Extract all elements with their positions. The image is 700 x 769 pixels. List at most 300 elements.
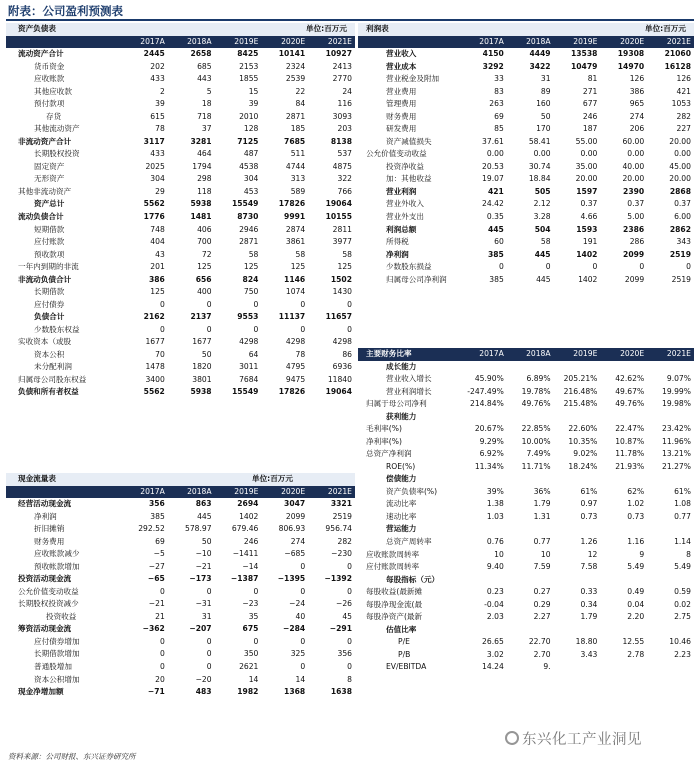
table-row [6, 373, 355, 386]
cell-value: 24 [342, 86, 352, 96]
cell-value: 750 [243, 287, 259, 297]
cell-value: 0.00 [486, 149, 504, 159]
cell-value: 43 [155, 249, 165, 259]
cell-value: 453 [243, 186, 259, 196]
cell-value: 806.93 [278, 524, 306, 534]
cell-value: −27 [148, 561, 165, 571]
table-row [358, 573, 694, 586]
year-header: 2018A [526, 349, 551, 359]
cell-value: 0 [592, 262, 598, 272]
cell-value: 2694 [237, 499, 259, 509]
table-row [358, 411, 694, 424]
cell-value: 700 [197, 237, 212, 247]
cell-value: 69 [494, 111, 504, 121]
row-label: 存货 [46, 111, 62, 121]
cell-value: −21 [148, 599, 165, 609]
cell-value: 589 [290, 186, 306, 196]
row-label: 每股净资产(最新 [366, 612, 423, 622]
table-row [358, 273, 694, 286]
cell-value: 350 [243, 649, 259, 659]
unit-label: 单位:百万元 [305, 24, 347, 34]
cell-value: 37.61 [482, 136, 504, 146]
table-row [358, 498, 694, 511]
cell-value: 1.16 [627, 536, 645, 546]
cell-value: 64 [248, 349, 259, 359]
row-label: 资产减值损失 [386, 136, 432, 146]
row-label: 预收款项 [34, 249, 65, 259]
cell-value: 40.00 [622, 161, 645, 171]
cell-value: −14 [242, 561, 259, 571]
cell-value: 356 [337, 649, 352, 659]
table-row [358, 448, 694, 461]
cell-value: 325 [290, 649, 306, 659]
cell-value: 9.29% [479, 436, 504, 446]
cell-value: 863 [195, 499, 212, 509]
cell-value: 1146 [284, 274, 306, 284]
table-row [358, 461, 694, 474]
row-label: 非流动负债合计 [18, 274, 72, 284]
cell-value: 274 [290, 536, 306, 546]
cell-value: 69 [155, 536, 165, 546]
cell-value: 9991 [284, 211, 306, 221]
cell-value: 0 [300, 636, 306, 646]
table-row [358, 211, 694, 224]
cell-value: 14970 [617, 61, 645, 71]
table-row [6, 611, 355, 624]
cell-value: 22.60% [568, 424, 598, 434]
cell-value: 50 [201, 349, 212, 359]
cell-value: 14.24 [482, 662, 504, 672]
cell-value: 537 [337, 149, 352, 159]
cell-value: 20.53 [482, 161, 504, 171]
row-label: 归属于母公司净利 [366, 399, 427, 409]
cell-value: 185 [290, 124, 306, 134]
table-row [6, 386, 355, 399]
cell-value: 3011 [239, 362, 259, 372]
cell-value: 406 [197, 224, 212, 234]
row-label: 营业利润 [386, 186, 417, 196]
watermark-logo-icon [505, 731, 519, 745]
cell-value: 9475 [285, 374, 306, 384]
cell-value: 128 [243, 124, 259, 134]
cell-value: 2.78 [627, 649, 645, 659]
table-row [358, 248, 694, 261]
year-header: 2018A [526, 36, 551, 46]
cell-value: 23.42% [662, 424, 691, 434]
cell-value: 42.62% [615, 374, 645, 384]
table-row [358, 423, 694, 436]
cell-value: 304 [243, 174, 259, 184]
cell-value: 3.02 [486, 649, 504, 659]
cell-value: 3.43 [580, 649, 598, 659]
year-header: 2019E [234, 36, 259, 46]
table-row [6, 548, 355, 561]
cell-value: 0.37 [674, 199, 691, 209]
cell-value: 49.76% [521, 399, 551, 409]
row-label: 营业成本 [386, 61, 417, 71]
table-row [358, 623, 694, 636]
year-header: 2017A [140, 486, 165, 496]
cell-value: 0 [347, 661, 352, 671]
cell-value: 9.02% [573, 449, 598, 459]
cell-value: 386 [629, 86, 645, 96]
table-row [6, 686, 355, 699]
cell-value: 2.20 [627, 612, 645, 622]
cell-value: 0.27 [533, 587, 551, 597]
cell-value: −685 [284, 549, 306, 559]
cell-value: 2010 [239, 111, 259, 121]
cell-value: 20.00 [622, 174, 645, 184]
cell-value: 0 [347, 299, 352, 309]
income-statement-table [358, 23, 694, 286]
year-header: 2018A [187, 36, 212, 46]
row-label: 投资收益 [46, 611, 77, 621]
cell-value: 31 [201, 611, 212, 621]
cell-value: 685 [197, 61, 212, 71]
cell-value: 0 [159, 324, 165, 334]
cell-value: 125 [197, 262, 212, 272]
table-row [6, 61, 355, 74]
cell-value: 0 [206, 636, 212, 646]
cell-value: 4744 [285, 161, 306, 171]
cell-value: 10155 [325, 211, 352, 221]
cell-value: 22.70 [528, 637, 551, 647]
table-row [358, 73, 694, 86]
cell-value: 18.24% [568, 461, 598, 471]
cell-value: −24 [289, 599, 306, 609]
year-header: 2018A [187, 486, 212, 496]
table-row [6, 236, 355, 249]
row-label: 应付债券 [34, 299, 65, 309]
cell-value: 21.27% [662, 461, 691, 471]
cell-value: 1855 [239, 74, 259, 84]
row-label: P/B [398, 649, 411, 659]
cell-value: 0 [206, 649, 212, 659]
cell-value: 160 [536, 99, 551, 109]
cell-value: 3321 [330, 499, 352, 509]
table-row [6, 361, 355, 374]
cell-value: 85 [494, 124, 504, 134]
financial-ratios-table [358, 348, 694, 673]
row-label: 净利率(%) [366, 436, 402, 446]
row-label: 每股指标（元） [386, 574, 440, 584]
row-label: 长期借款增加 [34, 649, 80, 659]
cell-value: 2.75 [674, 612, 691, 622]
table-row [6, 336, 355, 349]
row-label: 应付账款周转率 [366, 562, 420, 572]
cell-value: 21 [155, 611, 165, 621]
cell-value: 19.07 [482, 174, 504, 184]
cell-value: 2519 [671, 274, 691, 284]
row-label: 折旧摊销 [34, 524, 65, 534]
cell-value: 1593 [576, 224, 598, 234]
cell-value: 2770 [332, 74, 352, 84]
cell-value: 1.26 [580, 536, 598, 546]
table-row [358, 123, 694, 136]
cell-value: 191 [582, 237, 598, 247]
cell-value: 292.52 [138, 524, 165, 534]
table-row [6, 173, 355, 186]
row-label: 流动资产合计 [18, 49, 64, 59]
cell-value: 0 [347, 561, 352, 571]
cell-value: 246 [582, 111, 598, 121]
table-row [358, 536, 694, 549]
cell-value: 21.93% [615, 461, 645, 471]
table-row [6, 561, 355, 574]
table-row [358, 61, 694, 74]
table-row [358, 523, 694, 536]
cell-value: 70 [155, 349, 165, 359]
table-row [358, 586, 694, 599]
cell-value: 1820 [192, 362, 212, 372]
year-header: 2020E [281, 36, 306, 46]
row-label: 其他非流动资产 [18, 186, 72, 196]
table-row [6, 623, 355, 636]
cell-value: 84 [295, 99, 306, 109]
table-title: 主要财务比率 [366, 349, 412, 359]
cell-value: 615 [150, 111, 165, 121]
cell-value: 126 [629, 74, 645, 84]
cell-value: 2.70 [533, 649, 551, 659]
cell-value: 0 [639, 262, 645, 272]
table-title: 现金流量表 [18, 474, 56, 484]
table-row [358, 261, 694, 274]
cell-value: 78 [155, 124, 165, 134]
title-rule [6, 19, 694, 21]
cell-value: 35.00 [575, 161, 598, 171]
cell-value: 4298 [285, 337, 306, 347]
cell-value: 0 [253, 299, 259, 309]
cell-value: 20.00 [669, 174, 691, 184]
cell-value: −26 [335, 599, 352, 609]
table-row [358, 236, 694, 249]
cell-value: 0 [300, 299, 306, 309]
cell-value: 18 [201, 99, 212, 109]
cell-value: 10141 [278, 49, 306, 59]
cell-value: 677 [582, 99, 598, 109]
table-row [6, 648, 355, 661]
cell-value: 965 [629, 99, 645, 109]
cell-value: 83 [494, 86, 504, 96]
row-label: 营业费用 [386, 86, 417, 96]
table-row [6, 148, 355, 161]
table-row [358, 386, 694, 399]
cell-value: 125 [150, 287, 165, 297]
row-label: 应付账款 [34, 237, 65, 247]
table-row [6, 198, 355, 211]
cell-value: 0.59 [674, 587, 691, 597]
cell-value: 504 [534, 224, 551, 234]
cell-value: 26.65 [482, 637, 504, 647]
row-label: 其他应收款 [34, 86, 72, 96]
cell-value: 282 [337, 536, 352, 546]
cell-value: 433 [150, 149, 165, 159]
cell-value: 0.73 [580, 511, 598, 521]
cell-value: 9.40 [486, 562, 504, 572]
cell-value: 7685 [284, 136, 306, 146]
cell-value: 2.03 [486, 612, 504, 622]
cell-value: 0 [159, 586, 165, 596]
cell-value: 505 [534, 186, 551, 196]
year-header: 2019E [573, 36, 598, 46]
cell-value: 5.00 [627, 211, 645, 221]
row-label: 营业外收入 [386, 199, 424, 209]
cell-value: 3047 [284, 499, 306, 509]
cell-value: 37 [201, 124, 212, 134]
row-label: 未分配利润 [34, 362, 72, 372]
row-label: 长期股权投资减少 [18, 599, 79, 609]
row-label: P/E [398, 637, 410, 647]
cell-value: 0 [253, 586, 259, 596]
cell-value: 10 [540, 549, 551, 559]
table-row [358, 398, 694, 411]
cell-value: 78 [295, 349, 306, 359]
cell-value: 19308 [617, 49, 645, 59]
cell-value: 61% [580, 486, 598, 496]
cell-value: 0 [206, 586, 212, 596]
cell-value: 2811 [332, 224, 352, 234]
unit-label: 单位:百万元 [251, 474, 293, 484]
row-label: 偿债能力 [386, 474, 417, 484]
cell-value: 10.00% [521, 436, 551, 446]
cell-value: 1.79 [580, 612, 598, 622]
cell-value: 0 [159, 636, 165, 646]
table-row [358, 598, 694, 611]
cell-value: 5938 [190, 387, 212, 397]
table-row [6, 661, 355, 674]
cell-value: 445 [197, 511, 212, 521]
cell-value: 2871 [285, 111, 306, 121]
cell-value: 3292 [482, 61, 504, 71]
cell-value: 58 [295, 249, 306, 259]
cell-value: 2386 [623, 224, 645, 234]
cell-value: 11.96% [662, 436, 691, 446]
cell-value: 203 [337, 124, 352, 134]
cell-value: 2153 [239, 61, 259, 71]
table-row [6, 73, 355, 86]
row-label: 实收资本（或股 [18, 337, 72, 347]
row-label: 速动比率 [386, 511, 417, 521]
row-label: 应收账款减少 [34, 549, 80, 559]
cell-value: 10.87% [615, 436, 645, 446]
year-header: 2017A [479, 349, 504, 359]
table-row [6, 323, 355, 336]
cell-value: 2162 [143, 312, 165, 322]
cell-value: 282 [676, 111, 691, 121]
cell-value: 7.58 [580, 562, 598, 572]
table-title-row [6, 23, 355, 36]
table-title: 利润表 [366, 24, 389, 34]
table-row [358, 361, 694, 374]
cell-value: 214.84% [470, 399, 504, 409]
row-label: 普通股增加 [34, 661, 72, 671]
row-label: EV/EBITDA [386, 662, 427, 672]
cell-value: 1.79 [533, 499, 551, 509]
cell-value: 0.00 [674, 149, 691, 159]
table-row [6, 348, 355, 361]
cell-value: 0 [545, 262, 551, 272]
cell-value: 11.71% [521, 461, 551, 471]
cell-value: 2862 [669, 224, 691, 234]
year-header-row [358, 348, 694, 361]
cell-value: 5562 [143, 199, 165, 209]
table-row [6, 123, 355, 136]
cell-value: 40 [295, 611, 306, 621]
row-label: 应收账款周转率 [366, 549, 420, 559]
row-label: 公允价值变动收益 [18, 586, 79, 596]
table-row [358, 373, 694, 386]
cell-value: 49.76% [615, 399, 645, 409]
table-row [6, 498, 355, 511]
cell-value: 1478 [145, 362, 165, 372]
cell-value: 72 [201, 249, 212, 259]
table-title-row [358, 23, 694, 36]
year-header: 2021E [666, 349, 691, 359]
cell-value: 8 [347, 674, 352, 684]
cell-value: 2099 [623, 249, 645, 259]
table-row [6, 573, 355, 586]
table-row [6, 523, 355, 536]
cell-value: 2445 [143, 49, 165, 59]
cell-value: 0 [206, 324, 212, 334]
table-row [358, 48, 694, 61]
cell-value: 2874 [285, 224, 306, 234]
cell-value: 58 [342, 249, 352, 259]
cell-value: 3977 [332, 237, 352, 247]
row-label: 营运能力 [386, 524, 417, 534]
row-label: 毛利率(%) [366, 424, 402, 434]
cell-value: 1402 [578, 274, 598, 284]
cell-value: 0 [347, 636, 352, 646]
cell-value: 24.42 [482, 199, 504, 209]
cell-value: 0.04 [627, 599, 645, 609]
cell-value: 2413 [332, 61, 352, 71]
table-row [6, 86, 355, 99]
cell-value: 1638 [330, 687, 352, 697]
cell-value: 22 [295, 86, 306, 96]
cell-value: 1.38 [486, 499, 504, 509]
cell-value: 1677 [192, 337, 212, 347]
cell-value: 227 [676, 124, 691, 134]
table-row [6, 186, 355, 199]
cell-value: 0.35 [486, 211, 504, 221]
cell-value: 2099 [624, 274, 645, 284]
row-label: 所得税 [386, 237, 409, 247]
cell-value: 17826 [278, 199, 306, 209]
cell-value: 385 [487, 249, 504, 259]
cell-value: −230 [331, 549, 352, 559]
cell-value: 356 [148, 499, 165, 509]
cell-value: 5 [206, 86, 212, 96]
cell-value: −65 [147, 574, 165, 584]
cell-value: 487 [243, 149, 259, 159]
cell-value: 29 [155, 186, 165, 196]
cell-value: 1402 [576, 249, 598, 259]
cell-value: 0 [206, 661, 212, 671]
cell-value: 679.46 [231, 524, 259, 534]
cell-value: 2871 [239, 237, 259, 247]
cell-value: 12.55 [622, 637, 645, 647]
cell-value: 1.31 [533, 511, 551, 521]
cell-value: 2025 [145, 161, 165, 171]
cell-value: 35 [248, 611, 259, 621]
row-label: 现金净增加额 [18, 687, 64, 697]
cell-value: 404 [150, 237, 165, 247]
cell-value: −1411 [232, 549, 259, 559]
watermark: 东兴化工产业洞见 [522, 732, 642, 748]
row-label: 非流动资产合计 [18, 136, 72, 146]
cell-value: 0 [347, 586, 352, 596]
